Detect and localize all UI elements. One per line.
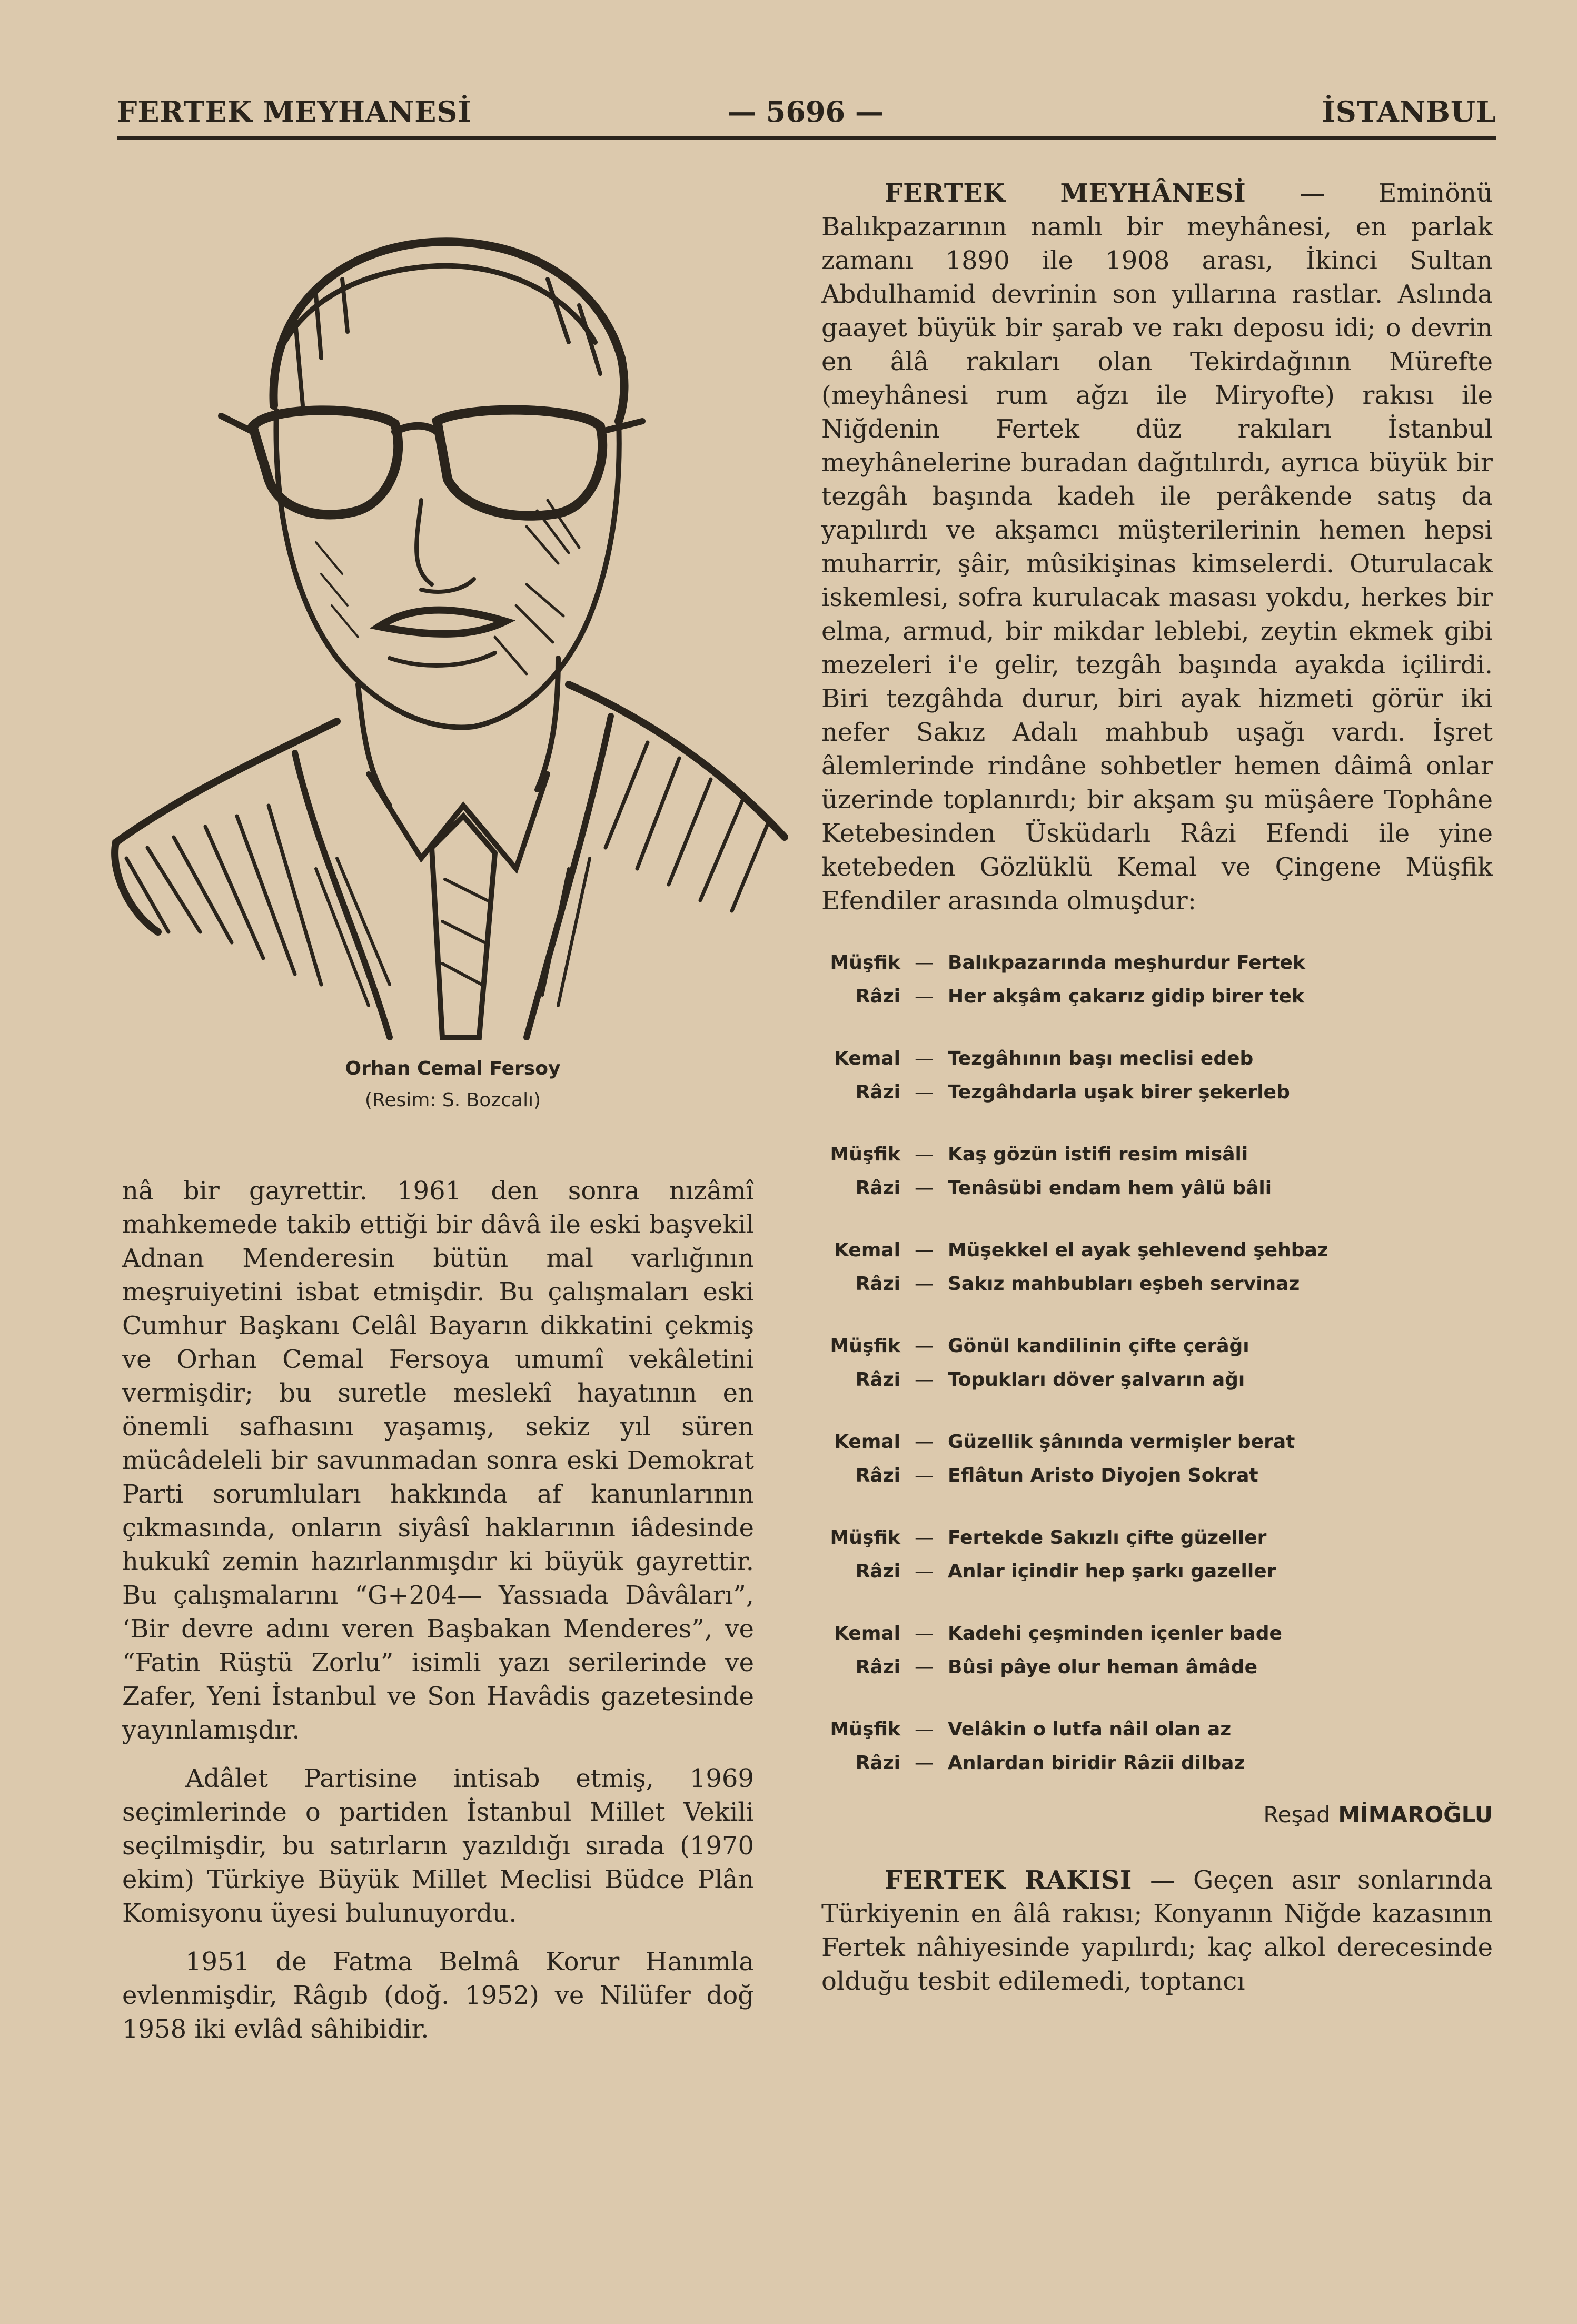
poem-verse — [821, 1171, 1493, 1205]
poem-verse — [821, 1425, 1493, 1459]
poem-verse — [821, 1521, 1493, 1555]
speaker: Râzi — [855, 1752, 900, 1774]
speaker: Râzi — [855, 1177, 900, 1199]
poem-verse — [821, 1138, 1493, 1171]
verse-dash: — — [915, 1144, 934, 1165]
verse-line: Her akşâm çakarız gidip birer tek — [948, 986, 1304, 1007]
portrait-caption — [316, 1053, 590, 1116]
poem-verse — [821, 946, 1493, 980]
portrait-illustration — [95, 184, 800, 1048]
article-title: FERTEK RAKISI — [885, 1865, 1133, 1895]
verse-line: Bûsi pâye olur heman âmâde — [948, 1656, 1258, 1678]
verse-line: Balıkpazarında meşhurdur Fertek — [948, 952, 1305, 974]
poem-stanza — [821, 1617, 1493, 1684]
left-paragraph-3: 1951 de Fatma Belmâ Korur Hanımla evlenmişdir, Râgıb (doğ. 1952) ve Nilüfer doğ 1958 iki evlâd sâhibidir. — [122, 1947, 754, 2044]
verse-dash: — — [915, 1369, 934, 1391]
poem-verse — [821, 1076, 1493, 1109]
poem-verse — [821, 1329, 1493, 1363]
verse-dash: — — [915, 1273, 934, 1295]
poem-verse — [821, 980, 1493, 1014]
verse-dash: — — [915, 1177, 934, 1199]
poem-stanza — [821, 1425, 1493, 1493]
article-fertek-meyhanesi — [821, 176, 1493, 918]
poem-stanza — [821, 1234, 1493, 1301]
speaker: Kemal — [834, 1239, 900, 1261]
verse-line: Güzellik şânında vermişler berat — [948, 1431, 1295, 1453]
speaker: Müşfik — [830, 1335, 900, 1357]
poem-stanza — [821, 1042, 1493, 1109]
poem-verse — [821, 1267, 1493, 1301]
verse-dash: — — [915, 1081, 934, 1103]
verse-dash: — — [915, 1335, 934, 1357]
poem-stanza — [821, 1713, 1493, 1780]
verse-line: Fertekde Sakızlı çifte güzeller — [948, 1527, 1267, 1548]
verse-line: Topukları döver şalvarın ağı — [948, 1369, 1245, 1391]
verse-dash: — — [915, 1465, 934, 1486]
speaker: Kemal — [834, 1431, 900, 1453]
speaker: Müşfik — [830, 1144, 900, 1165]
speaker: Râzi — [855, 1561, 900, 1582]
verse-dash: — — [915, 1656, 934, 1678]
poem-verse — [821, 1746, 1493, 1780]
speaker: Müşfik — [830, 1527, 900, 1548]
speaker: Kemal — [834, 1048, 900, 1069]
verse-line: Anlar içindir hep şarkı gazeller — [948, 1561, 1276, 1582]
verse-dash: — — [915, 1431, 934, 1453]
verse-line: Eflâtun Aristo Diyojen Sokrat — [948, 1465, 1258, 1486]
speaker: Râzi — [855, 1081, 900, 1103]
verse-line: Kaş gözün istifi resim misâli — [948, 1144, 1248, 1165]
speaker: Râzi — [855, 1656, 900, 1678]
verse-dash: — — [915, 1752, 934, 1774]
verse-dash: — — [915, 1623, 934, 1644]
verse-line: Müşekkel el ayak şehlevend şehbaz — [948, 1239, 1328, 1261]
speaker: Râzi — [855, 1369, 900, 1391]
verse-line: Tezgâhının başı meclisi edeb — [948, 1048, 1254, 1069]
header-title: FERTEK MEYHANESİ — [117, 95, 472, 128]
verse-line: Anlardan biridir Râzii dilbaz — [948, 1752, 1245, 1774]
header-city: İSTANBUL — [1322, 95, 1496, 128]
speaker: Müşfik — [830, 952, 900, 974]
verse-dash: — — [915, 986, 934, 1007]
poem-stanza — [821, 1329, 1493, 1397]
verse-line: Velâkin o lutfa nâil olan az — [948, 1719, 1232, 1740]
portrait-name: Orhan Cemal Fersoy — [345, 1058, 561, 1079]
portrait-credit: (Resim: S. Bozcalı) — [364, 1089, 541, 1111]
poem-verse — [821, 1042, 1493, 1076]
poem-verse — [821, 1234, 1493, 1267]
page-number: — 5696 — — [728, 95, 884, 128]
poem-verse — [821, 1555, 1493, 1588]
poem-verse — [821, 1363, 1493, 1397]
article-fertek-rakisi — [821, 1863, 1493, 1998]
author-first-name: Reşad — [1263, 1802, 1331, 1828]
speaker: Râzi — [855, 1465, 900, 1486]
speaker: Râzi — [855, 986, 900, 1007]
verse-dash: — — [915, 1048, 934, 1069]
verse-dash: — — [915, 1527, 934, 1548]
verse-line: Sakız mahbubları eşbeh servinaz — [948, 1273, 1300, 1295]
author-signature — [821, 1798, 1493, 1832]
poem-verse — [821, 1651, 1493, 1684]
right-column — [821, 176, 1493, 1998]
speaker: Kemal — [834, 1623, 900, 1644]
article-body: — Eminönü Balıkpazarının namlı bir meyhânesi, en parlak zamanı 1890 ile 1908 arası, İkinci Sultan Abdulhamid devrinin son yıllarına rastlar. Aslında gaayet büyük bir şarab ve rakı deposu idi; o devrin en âlâ rakıları olan Tekirdağının Mürefte (meyhânesi rum ağzı ile Miryofte) rakısı ile Niğdenin Fertek düz rakıları İstanbul meyhânelerine buradan dağıtılırdı, ayrıca büyük bir tezgâh başında kadeh ile perâkende satış da yapılırdı ve akşamcı müşterilerinin hemen hepsi muharrir, şâir, mûsikişinas kimselerdi. Oturulacak iskemlesi, sofra kurulacak masası yokdu, herkes bir elma, armud, bir mikdar leblebi, zeytin ekmek gibi mezeleri i'e gelir, tezgâh başında ayakda içilirdi. Biri tezgâhda durur, biri ayak hizmeti görür iki nefer Sakız Adalı mahbub uşağı vardı. İşret âlemlerinde rindâne sohbetler hemen dâimâ onlar üzerinde toplanırdı; bir akşam şu müşâere Tophâne Ketebesinden Üsküdarlı Râzi Efendi ile yine ketebeden Gözlüklü Kemal ve Çingene Müşfik Efendiler arasında olmuşdur: — [821, 178, 1493, 916]
poem — [821, 946, 1493, 1780]
header-rule — [117, 136, 1496, 140]
verse-dash: — — [915, 952, 934, 974]
speaker: Müşfik — [830, 1719, 900, 1740]
speaker: Râzi — [855, 1273, 900, 1295]
verse-line: Tezgâhdarla uşak birer şekerleb — [948, 1081, 1290, 1103]
poem-verse — [821, 1617, 1493, 1651]
author-last-name: MİMAROĞLU — [1338, 1802, 1493, 1828]
verse-dash: — — [915, 1239, 934, 1261]
left-paragraph-2: Adâlet Partisine intisab etmiş, 1969 seçimlerinde o partiden İstanbul Millet Vekili seçilmişdir, bu satırların yazıldığı sırada (1970 ekim) Türkiye Büyük Millet Meclisi Büdce Plân Komisyonu üyesi bulunuyordu. — [122, 1764, 754, 1928]
verse-dash: — — [915, 1561, 934, 1582]
poem-stanza — [821, 1138, 1493, 1205]
left-column — [122, 1174, 754, 2046]
left-paragraph-1: nâ bir gayrettir. 1961 den sonra nızâmî mahkemede takib ettiği bir dâvâ ile eski başvekil Adnan Menderesin bütün mal varlığının meşruiyetini isbat etmişdir. Bu çalışmaları eski Cumhur Başkanı Celâl Bayarın dikkatini çekmiş ve Orhan Cemal Fersoya umumî vekâletini vermişdir; bu suretle meslekî hayatının en önemli safhasını yaşamış, sekiz yıl süren mücâdeleli bir savunmadan sonra eski Demokrat Parti sorumluları hakkında af kanunlarının çıkmasında, onların siyâsî haklarının iâdesinde hukukî zemin hazırlanmışdır ki büyük gayrettir. Bu çalışmalarını “G+204— Yassıada Dâvâları”, ‘Bir devre adını veren Başbakan Menderes”, ve “Fatin Rüştü Zorlu” isimli yazı serilerinde ve Zafer, Yeni İstanbul ve Son Havâdis gazetesinde yayınlamışdır. — [122, 1176, 754, 1745]
poem-verse — [821, 1713, 1493, 1746]
verse-dash: — — [915, 1719, 934, 1740]
article-title: FERTEK MEYHÂNESİ — [885, 178, 1246, 208]
poem-stanza — [821, 1521, 1493, 1588]
poem-stanza — [821, 946, 1493, 1014]
page-header — [117, 90, 1496, 142]
verse-line: Kadehi çeşminden içenler bade — [948, 1623, 1282, 1644]
verse-line: Gönül kandilinin çifte çerâğı — [948, 1335, 1249, 1357]
poem-verse — [821, 1459, 1493, 1493]
article-body: — Geçen asır sonlarında Türkiyenin en âlâ rakısı; Konyanın Niğde kazasının Fertek nâhiyesinde yapılırdı; kaç alkol derecesinde olduğu tesbit edilemedi, toptancı — [821, 1865, 1493, 1996]
verse-line: Tenâsübi endam hem yâlü bâli — [948, 1177, 1272, 1199]
